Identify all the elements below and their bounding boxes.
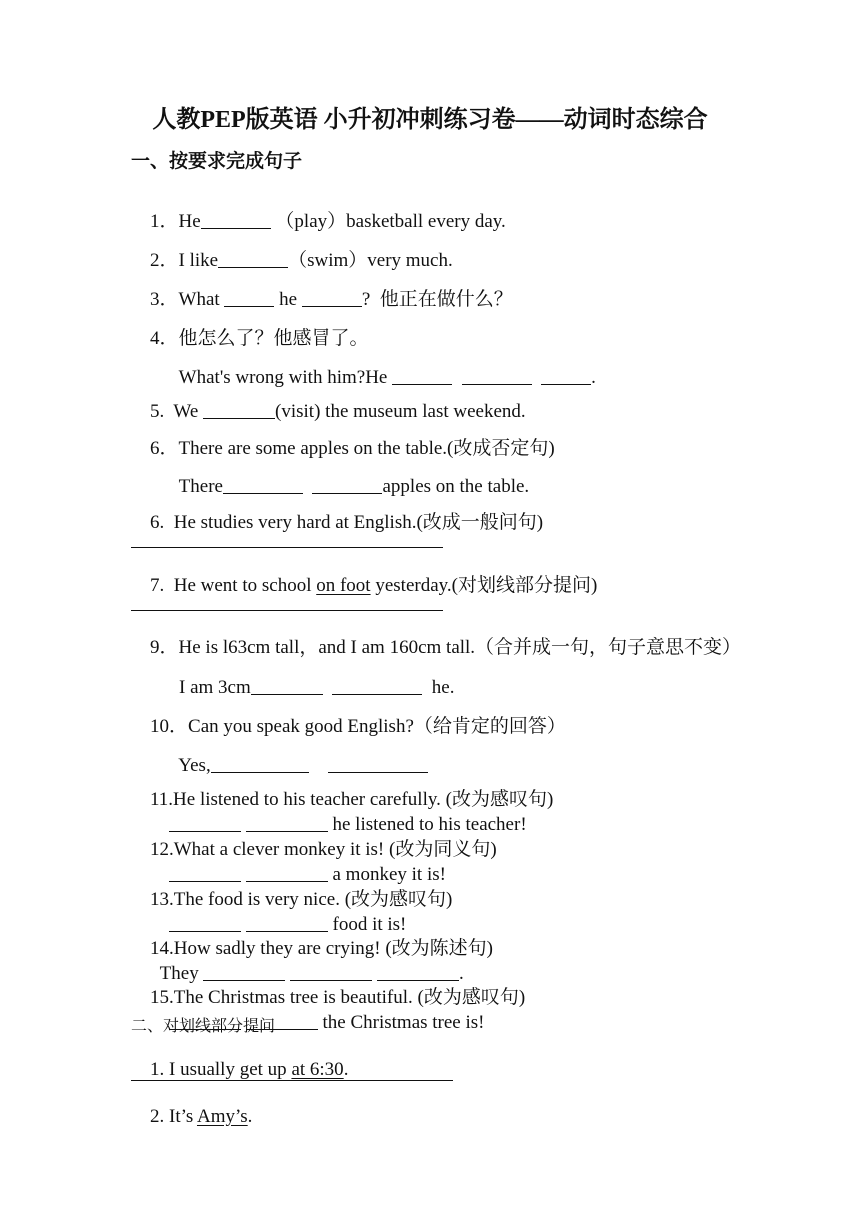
answer-line[interactable] <box>131 547 443 548</box>
page-title: 人教PEP版英语 小升初冲刺练习卷——动词时态综合 <box>152 107 708 133</box>
section-2-heading: 二、对划线部分提问 <box>131 1018 276 1035</box>
question-15-answer: the Christmas tree is! <box>150 994 485 1051</box>
question-10-answer: Yes, <box>160 737 428 794</box>
question-1: 1．He （play）basketball every day. <box>150 211 506 232</box>
question-14-answer: They . <box>159 963 464 984</box>
question-5: 5. We (visit) the museum last weekend. <box>150 401 526 422</box>
question-9: 9．He is l63cm tall，and I am 160cm tall.（合并成一句，句子意思不变） <box>150 637 742 658</box>
answer-line[interactable] <box>131 610 443 611</box>
question-3: 3．What he ? 他正在做什么？ <box>150 289 513 310</box>
question-11-answer: he listened to his teacher! <box>150 796 527 853</box>
question-14: 14.How sadly they are crying! (改为陈述句) <box>150 938 493 959</box>
answer-blank[interactable] <box>203 417 275 419</box>
section-2-question-2: 2. It’s Amy’s. <box>150 1106 253 1127</box>
question-6a-answer: There apples on the table. <box>178 476 530 497</box>
question-13-answer: food it is! <box>150 896 406 953</box>
question-12-answer: a monkey it is! <box>150 846 446 903</box>
question-7: 7. He went to school on foot yesterday.(对划线部分提问) <box>150 575 598 596</box>
question-6b: 6. He studies very hard at English.(改成一般问句) <box>150 512 544 533</box>
question-15: 15.The Christmas tree is beautiful. (改为感叹句) <box>150 987 526 1008</box>
question-13: 13.The food is very nice. (改为感叹句) <box>150 889 453 910</box>
question-10: 10．Can you speak good English?（给肯定的回答） <box>150 716 566 737</box>
section-1-heading: 一、按要求完成句子 <box>131 151 303 172</box>
answer-blank[interactable] <box>332 693 422 695</box>
answer-line[interactable] <box>131 1080 453 1081</box>
answer-blank[interactable] <box>302 305 362 307</box>
question-9-answer: I am 3cm he. <box>179 677 455 698</box>
answer-blank[interactable] <box>201 227 271 229</box>
section-2-question-1: 1. I usually get up at 6:30. <box>150 1059 349 1080</box>
question-2: 2．I like （swim）very much. <box>150 250 453 271</box>
answer-blank[interactable] <box>224 305 274 307</box>
question-4: 4．他怎么了？他感冒了。 <box>150 328 369 349</box>
question-4-answer: What's wrong with him?He . <box>178 367 596 388</box>
answer-blank[interactable] <box>251 693 323 695</box>
answer-blank[interactable] <box>218 266 288 268</box>
question-12: 12.What a clever monkey it is! (改为同义句) <box>150 839 497 860</box>
question-11: 11.He listened to his teacher carefully. (改为感叹句) <box>150 789 554 810</box>
answer-blank[interactable] <box>541 383 591 385</box>
question-6a: 6．There are some apples on the table.(改成否定句) <box>150 438 555 459</box>
